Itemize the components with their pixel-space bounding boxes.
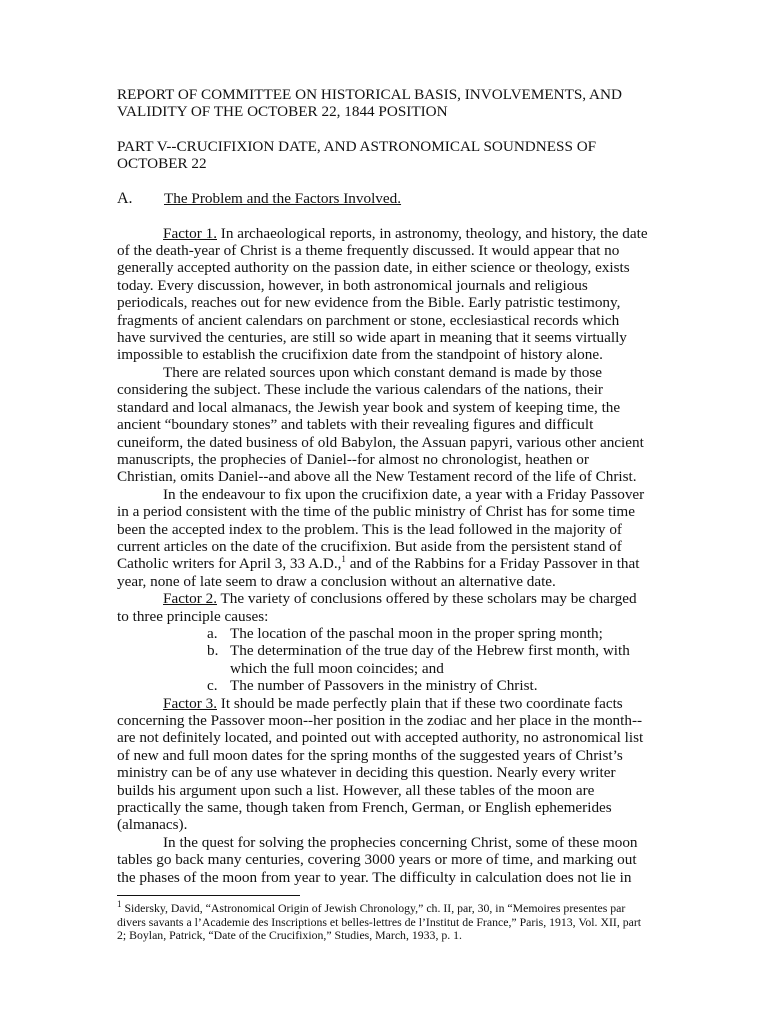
list-item-label: c.	[207, 677, 218, 695]
footnote-divider	[117, 895, 300, 896]
section-title: The Problem and the Factors Involved.	[164, 189, 402, 207]
section-letter: A.	[117, 189, 133, 207]
endeavour-text-before: In the endeavour to fix upon the crucifixion date, a year with a Friday Passover in a period consistent with the time of the public ministry of Christ has for some time been the accepted index to the problem. This is the lead followed in the majority of current articles on the date of the crucifixion. But aside from the persistent stand of Catholic writers for April 3, 33 A.D.,	[117, 485, 645, 573]
part-heading: PART V--CRUCIFIXION DATE, AND ASTRONOMICAL SOUNDNESS OF OCTOBER 22	[117, 137, 597, 173]
endeavour-text-after: and of the Rabbins for a Friday Passover in that year, none of late seem to draw a conclusion without an alternative date.	[117, 555, 640, 590]
causes-list	[117, 625, 650, 695]
list-item	[117, 677, 650, 694]
related-sources-paragraph: There are related sources upon which constant demand is made by those considering the subject. These include the various calendars of the nations, their standard and local almanacs, the Jewish year book and system of keeping time, the ancient “boundary stones” and tablets with their revealing figures and difficult cuneiform, the dated business of old Babylon, the Assuan papyri, various other ancient manuscripts, the prophecies of Daniel--for almost no chronologist, heathen or Christian, omits Daniel--and above all the New Testament record of the life of Christ.	[117, 363, 644, 486]
report-title: REPORT OF COMMITTEE ON HISTORICAL BASIS, INVOLVEMENTS, AND VALIDITY OF THE OCTOBER 22, 1844 POSITION	[117, 86, 622, 121]
list-item-label: b.	[207, 642, 219, 660]
moon-tables-paragraph: In the quest for solving the prophecies concerning Christ, some of these moon tables go back many centuries, covering 3000 years or more of time, and marking out the phases of the moon from year to year. The difficulty in calculation does not lie in	[117, 833, 638, 886]
list-item-text: The location of the paschal moon in the proper spring month;	[230, 624, 603, 642]
factor-2-label: Factor 2.	[163, 590, 217, 608]
endeavour-paragraph	[117, 486, 650, 590]
factor-2-paragraph	[117, 590, 650, 625]
factor-3-label: Factor 3.	[163, 694, 217, 712]
list-item-text: The number of Passovers in the ministry of Christ.	[230, 677, 538, 695]
factor-1-label: Factor 1.	[163, 224, 217, 242]
section-heading	[117, 190, 650, 208]
factor-3-text: It should be made perfectly plain that if these two coordinate facts concerning the Passover moon--her position in the zodiac and her place in the month--are not definitely located, and pointed out with accepted authority, no astronomical list of new and full moon dates for the spring months of the suggested years of Christ’s ministry can be of any use whatever in deciding this question. Nearly every writer builds his argument upon such a list. However, all these tables of the moon are practically the same, though taken from French, German, or English ephemerides (almanacs).	[117, 694, 644, 834]
factor-1-paragraph	[117, 225, 650, 364]
factor-3-paragraph	[117, 695, 650, 834]
list-item	[117, 625, 650, 642]
footnote-reference: 1	[341, 554, 346, 565]
footnote-text: Sidersky, David, “Astronomical Origin of Jewish Chronology,” ch. II, par, 30, in “Memoires presentes par divers savants a l’Academie des Inscriptions et belles-lettres de l’Institut de France,” Paris, 1913, Vol. XII, part 2; Boylan, Patrick, “Date of the Crucifixion,” Studies, March, 1933, p. 1.	[117, 901, 642, 943]
factor-1-text: In archaeological reports, in astronomy, theology, and history, the date of the death-year of Christ is a theme frequently discussed. It would appear that no generally accepted authority on the passion date, in either science or theology, exists today. Every discussion, however, in both astronomical journals and religious periodicals, reaches out for new evidence from the Bible. Early patristic testimony, fragments of ancient calendars on parchment or stone, ecclesiastical records which have survived the centuries, are still so wide apart in meaning that it seems virtually impossible to establish the crucifixion date from the standpoint of history alone.	[117, 224, 648, 364]
factor-2-text: The variety of conclusions offered by these scholars may be charged to three principle causes:	[117, 590, 637, 625]
list-item	[117, 642, 650, 677]
list-item-text: The determination of the true day of the Hebrew first month, with which the full moon coincides; and	[230, 642, 630, 677]
list-item-label: a.	[207, 624, 218, 642]
footnote	[117, 899, 650, 943]
footnote-number: 1	[117, 899, 122, 910]
